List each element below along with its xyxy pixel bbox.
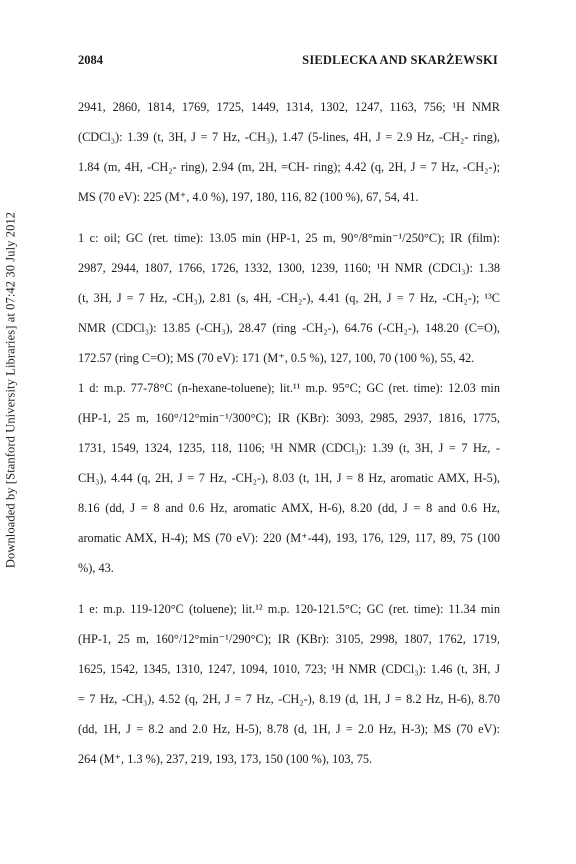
text-line: 2987, 2944, 1807, 1766, 1726, 1332, 1300, 1239, 1160; ¹H NMR (CDCl₃): 1.38 — [78, 261, 500, 275]
text-line: (HP-1, 25 m, 160°/12°min⁻¹/300°C); IR (KBr): 3093, 2985, 2937, 1816, 1775, — [78, 411, 500, 425]
text-line: (CDCl₃): 1.39 (t, 3H, J = 7 Hz, -CH₃), 1.47 (5-lines, 4H, J = 2.9 Hz, -CH₂- ring), — [78, 130, 500, 144]
running-head-authors: SIEDLECKA AND SKARŻEWSKI — [302, 53, 498, 67]
text-line: (dd, 1H, J = 8.2 and 2.0 Hz, H-5), 8.78 (d, 1H, J = 2.0 Hz, H-3); MS (70 eV): — [78, 722, 500, 736]
text-line: 1 e: m.p. 119-120°C (toluene); lit.¹² m.p. 120-121.5°C; GC (ret. time): 11.34 min — [78, 602, 500, 616]
running-header — [78, 53, 498, 71]
text-line: 1731, 1549, 1324, 1235, 118, 1106; ¹H NMR (CDCl₃): 1.39 (t, 3H, J = 7 Hz, - — [78, 441, 500, 455]
text-line: aromatic AMX, H-4); MS (70 eV): 220 (M⁺-44), 193, 176, 129, 117, 89, 75 (100 — [78, 531, 500, 545]
text-line: 1625, 1542, 1345, 1310, 1247, 1094, 1010, 723; ¹H NMR (CDCl₃): 1.46 (t, 3H, J — [78, 662, 500, 676]
text-line: NMR (CDCl₃): 13.85 (-CH₃), 28.47 (ring -CH₂-), 64.76 (-CH₂-), 148.20 (C=O), — [78, 321, 500, 335]
text-line: (HP-1, 25 m, 160°/12°min⁻¹/290°C); IR (KBr): 3105, 2998, 1807, 1762, 1719, — [78, 632, 500, 646]
text-line: 1 c: oil; GC (ret. time): 13.05 min (HP-1, 25 m, 90°/8°min⁻¹/250°C); IR (film): — [78, 231, 500, 245]
text-line: %), 43. — [78, 561, 114, 575]
text-line: 172.57 (ring C=O); MS (70 eV): 171 (M⁺, 0.5 %), 127, 100, 70 (100 %), 55, 42. — [78, 351, 475, 365]
download-notice: Downloaded by [Stanford University Libraries] at 07:42 30 July 2012 — [3, 211, 18, 569]
text-line: MS (70 eV): 225 (M⁺, 4.0 %), 197, 180, 116, 82 (100 %), 67, 54, 41. — [78, 190, 419, 204]
page-number: 2084 — [78, 53, 103, 67]
text-line: = 7 Hz, -CH₃), 4.52 (q, 2H, J = 7 Hz, -CH₂-), 8.19 (d, 1H, J = 8.2 Hz, H-6), 8.70 — [78, 692, 500, 706]
text-line: 1 d: m.p. 77-78°C (n-hexane-toluene); lit.¹¹ m.p. 95°C; GC (ret. time): 12.03 min — [78, 381, 500, 395]
page-body — [78, 92, 500, 774]
text-line: (t, 3H, J = 7 Hz, -CH₃), 2.81 (s, 4H, -CH₂-), 4.41 (q, 2H, J = 7 Hz, -CH₂-); ¹³C — [78, 291, 500, 305]
text-line: CH₃), 4.44 (q, 2H, J = 7 Hz, -CH₂-), 8.03 (t, 1H, J = 8 Hz, aromatic AMX, H-5), — [78, 471, 500, 485]
text-line: 8.16 (dd, J = 8 and 0.6 Hz, aromatic AMX, H-6), 8.20 (dd, J = 8 and 0.6 Hz, — [78, 501, 500, 515]
download-watermark — [3, 150, 19, 630]
text-line: 2941, 2860, 1814, 1769, 1725, 1449, 1314, 1302, 1247, 1163, 756; ¹H NMR — [78, 100, 500, 114]
text-line: 264 (M⁺, 1.3 %), 237, 219, 193, 173, 150 (100 %), 103, 75. — [78, 752, 373, 766]
text-line: 1.84 (m, 4H, -CH₂- ring), 2.94 (m, 2H, =CH- ring); 4.42 (q, 2H, J = 7 Hz, -CH₂-); — [78, 160, 500, 174]
